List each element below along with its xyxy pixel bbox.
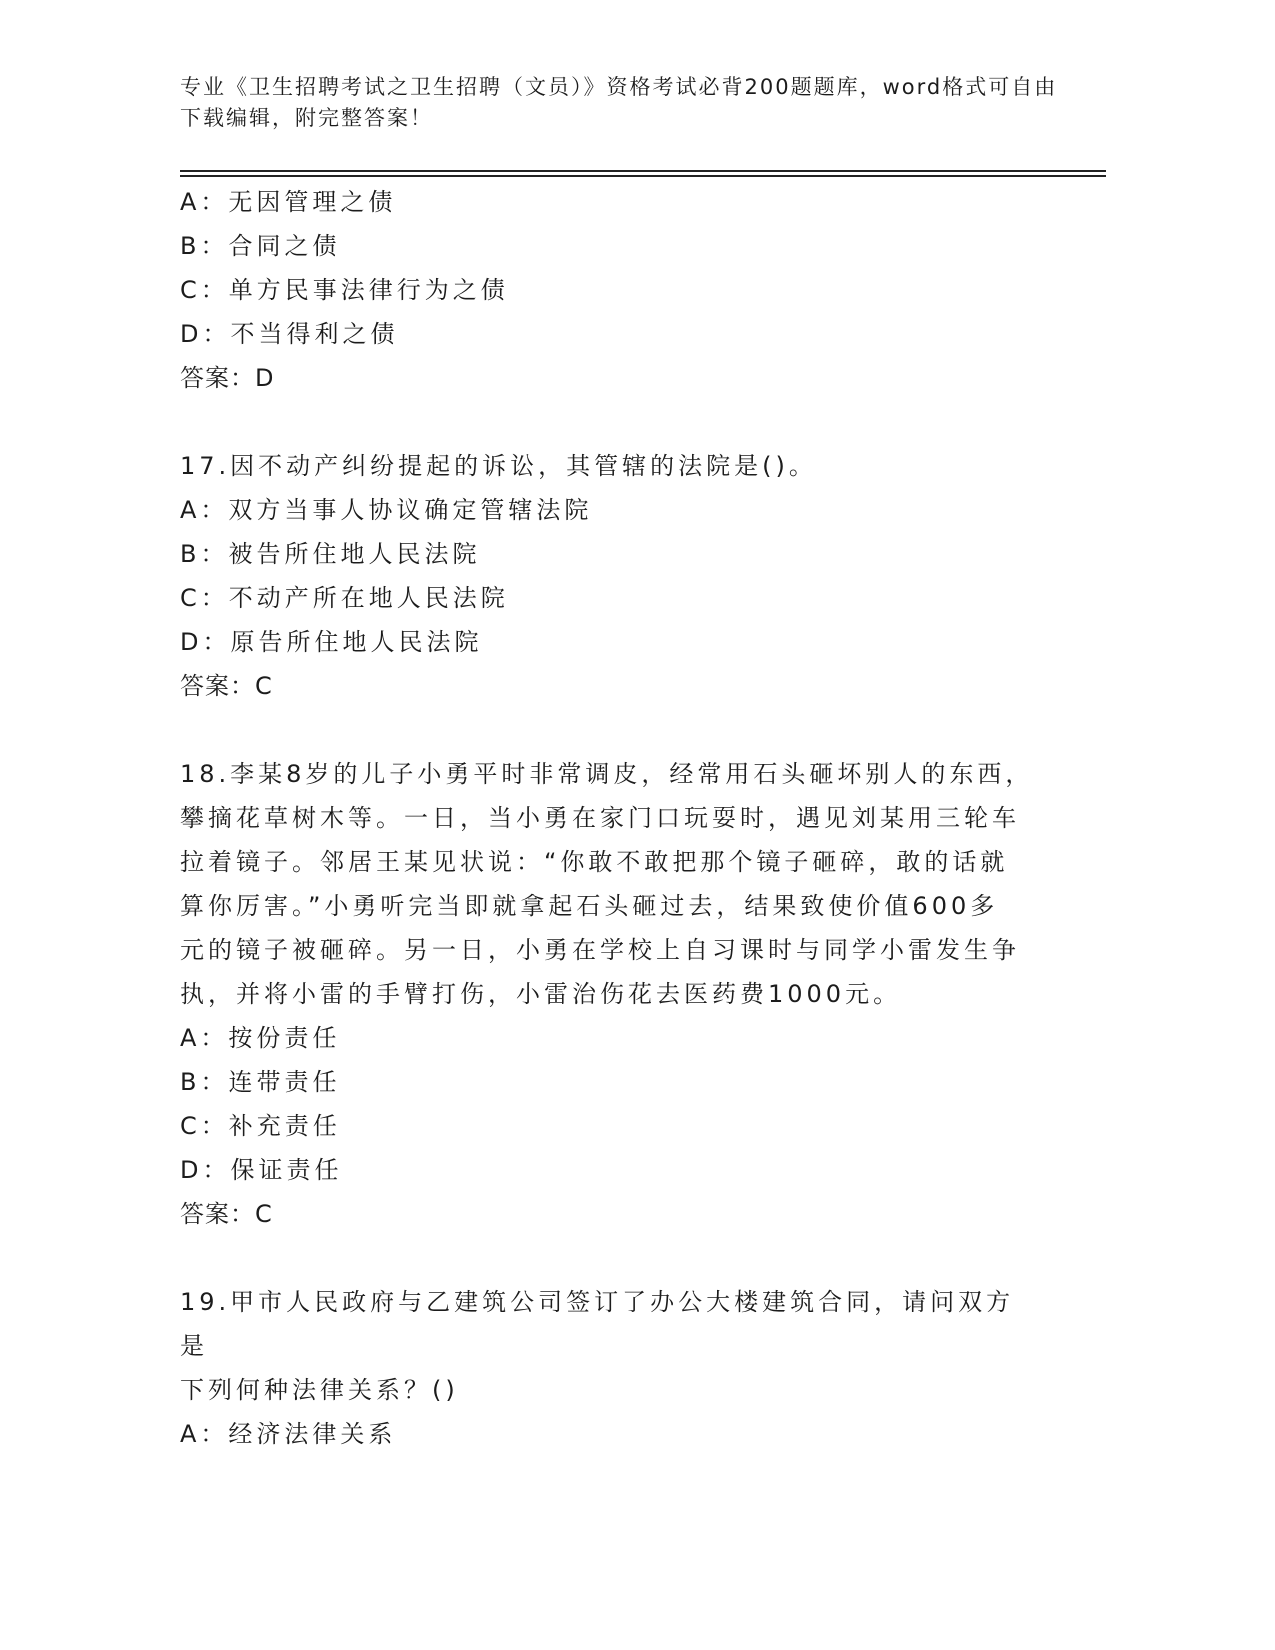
option-a: A：无因管理之债 bbox=[180, 188, 397, 216]
option-b: B：连带责任 bbox=[180, 1068, 341, 1096]
question-16 bbox=[180, 180, 1040, 400]
header-divider-top bbox=[180, 170, 1106, 172]
option-d: D：原告所住地人民法院 bbox=[180, 628, 483, 656]
question-stem-line: 19.甲市人民政府与乙建筑公司签订了办公大楼建筑合同，请问双方是 bbox=[180, 1288, 1015, 1360]
answer-line: 答案：C bbox=[180, 672, 273, 700]
question-stem-line: 攀摘花草树木等。一日，当小勇在家门口玩耍时，遇见刘某用三轮车 bbox=[180, 804, 1020, 832]
question-18 bbox=[180, 752, 1040, 1236]
question-stem-line: 元的镜子被砸碎。另一日，小勇在学校上自习课时与同学小雷发生争 bbox=[180, 936, 1020, 964]
option-d: D：保证责任 bbox=[180, 1156, 343, 1184]
option-d: D：不当得利之债 bbox=[180, 320, 399, 348]
question-stem-line: 18.李某8岁的儿子小勇平时非常调皮，经常用石头砸坏别人的东西， bbox=[180, 760, 1034, 788]
option-a: A：经济法律关系 bbox=[180, 1420, 397, 1448]
answer-line: 答案：D bbox=[180, 364, 275, 392]
question-stem-line: 拉着镜子。邻居王某见状说：“你敢不敢把那个镜子砸碎，敢的话就 bbox=[180, 848, 1009, 876]
question-stem-line: 算你厉害。”小勇听完当即就拿起石头砸过去，结果致使价值600多 bbox=[180, 892, 999, 920]
option-c: C：不动产所在地人民法院 bbox=[180, 584, 509, 612]
question-stem: 17.因不动产纠纷提起的诉讼，其管辖的法院是()。 bbox=[180, 452, 817, 480]
question-stem-line: 下列何种法律关系？() bbox=[180, 1376, 459, 1404]
question-19 bbox=[180, 1280, 1040, 1456]
option-c: C：单方民事法律行为之债 bbox=[180, 276, 509, 304]
question-stem-line: 执，并将小雷的手臂打伤，小雷治伤花去医药费1000元。 bbox=[180, 980, 902, 1008]
answer-line: 答案：C bbox=[180, 1200, 273, 1228]
option-b: B：合同之债 bbox=[180, 232, 341, 260]
question-list bbox=[180, 180, 1040, 1456]
document-header: 专业《卫生招聘考试之卫生招聘（文员）》资格考试必背200题题库，word格式可自由下载编辑，附完整答案！ bbox=[180, 75, 1058, 130]
option-a: A：按份责任 bbox=[180, 1024, 341, 1052]
question-17 bbox=[180, 444, 1040, 708]
option-c: C：补充责任 bbox=[180, 1112, 341, 1140]
option-a: A：双方当事人协议确定管辖法院 bbox=[180, 496, 593, 524]
header-divider-bottom bbox=[180, 175, 1106, 177]
option-b: B：被告所住地人民法院 bbox=[180, 540, 481, 568]
